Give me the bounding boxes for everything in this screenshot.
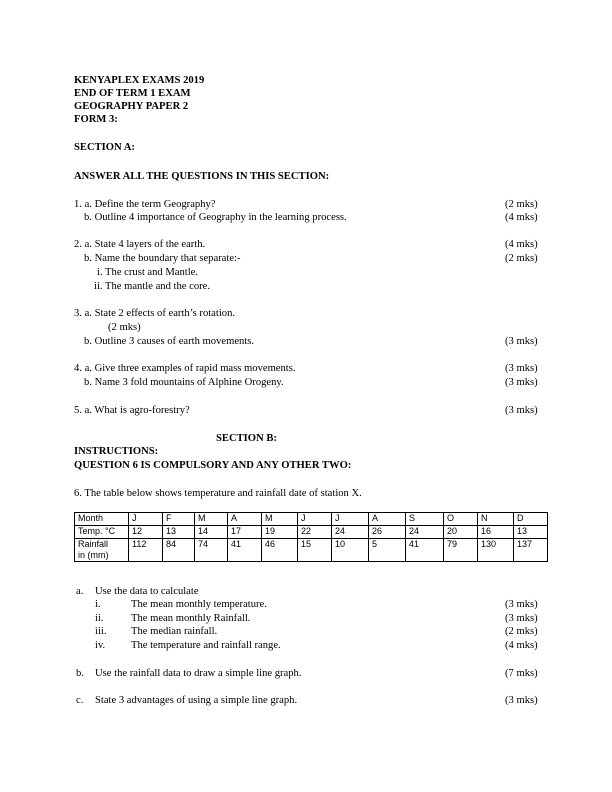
- month-cell: J: [298, 513, 332, 526]
- rain-header-cell: [75, 539, 129, 562]
- q6a-i-text: The mean monthly temperature.: [131, 599, 267, 610]
- question-4b: b. Name 3 fold mountains of Alphine Orogeny.: [84, 377, 284, 388]
- question-6-intro: 6. The table below shows temperature and rainfall date of station X.: [74, 488, 362, 499]
- question-1b: b. Outline 4 importance of Geography in the learning process.: [84, 212, 347, 223]
- temp-cell: 13: [163, 526, 195, 539]
- question-2b: b. Name the boundary that separate:-: [84, 253, 241, 264]
- question-4a: 4. a. Give three examples of rapid mass movements.: [74, 363, 296, 374]
- q6a-i-marks: (3 mks): [505, 599, 538, 610]
- q6c-number: c.: [76, 695, 84, 706]
- question-4a-marks: (3 mks): [505, 363, 538, 374]
- question-1a: 1. a. Define the term Geography?: [74, 199, 216, 210]
- climate-data-table: [74, 512, 548, 562]
- question-2a: 2. a. State 4 layers of the earth.: [74, 239, 206, 250]
- exam-header-line3: GEOGRAPHY PAPER 2: [74, 101, 189, 112]
- section-b-instructions-label: INSTRUCTIONS:: [74, 446, 159, 457]
- q6b-marks: (7 mks): [505, 668, 538, 679]
- question-2a-marks: (4 mks): [505, 239, 538, 250]
- q6a-iii-marks: (2 mks): [505, 626, 538, 637]
- rain-cell: 15: [298, 539, 332, 562]
- rain-cell: 84: [163, 539, 195, 562]
- q6a-text: Use the data to calculate: [95, 586, 199, 597]
- month-cell: F: [163, 513, 195, 526]
- temp-cell: 24: [332, 526, 369, 539]
- q6b-number: b.: [76, 668, 84, 679]
- q6a-i-number: i.: [95, 599, 101, 610]
- month-cell: A: [369, 513, 406, 526]
- rain-header-line1: Rainfall: [78, 539, 109, 549]
- rain-cell: 10: [332, 539, 369, 562]
- table-row-rainfall: [75, 539, 548, 562]
- table-row-months: [75, 513, 548, 526]
- rain-cell: 137: [514, 539, 548, 562]
- temp-cell: 19: [262, 526, 298, 539]
- month-cell: O: [444, 513, 478, 526]
- question-3a-marks: (2 mks): [108, 322, 141, 333]
- month-header-cell: Month: [75, 513, 129, 526]
- rain-cell: 46: [262, 539, 298, 562]
- rain-cell: 130: [478, 539, 514, 562]
- question-3a: 3. a. State 2 effects of earth’s rotation.: [74, 308, 236, 319]
- q6a-ii-text: The mean monthly Rainfall.: [131, 613, 251, 624]
- temp-cell: 14: [195, 526, 228, 539]
- rain-header-line2: in (mm): [78, 550, 109, 560]
- q6a-iv-number: iv.: [95, 640, 106, 651]
- rain-cell: 5: [369, 539, 406, 562]
- month-cell: N: [478, 513, 514, 526]
- q6c-marks: (3 mks): [505, 695, 538, 706]
- month-cell: J: [129, 513, 163, 526]
- q6a-iii-text: The median rainfall.: [131, 626, 218, 637]
- temp-cell: 16: [478, 526, 514, 539]
- rain-cell: 112: [129, 539, 163, 562]
- temp-cell: 17: [228, 526, 262, 539]
- question-5a-marks: (3 mks): [505, 405, 538, 416]
- question-2b-ii: ii. The mantle and the core.: [94, 281, 210, 292]
- temp-cell: 13: [514, 526, 548, 539]
- temp-header-cell: Temp. °C: [75, 526, 129, 539]
- question-1a-marks: (2 mks): [505, 199, 538, 210]
- exam-header-line1: KENYAPLEX EXAMS 2019: [74, 75, 205, 86]
- question-2b-marks: (2 mks): [505, 253, 538, 264]
- month-cell: A: [228, 513, 262, 526]
- month-cell: M: [195, 513, 228, 526]
- q6a-ii-marks: (3 mks): [505, 613, 538, 624]
- question-5a: 5. a. What is agro-forestry?: [74, 405, 190, 416]
- temp-cell: 20: [444, 526, 478, 539]
- rain-cell: 41: [406, 539, 444, 562]
- exam-header-line4: FORM 3:: [74, 114, 118, 125]
- table-row-temperature: [75, 526, 548, 539]
- rain-cell: 41: [228, 539, 262, 562]
- rain-cell: 74: [195, 539, 228, 562]
- q6a-iv-marks: (4 mks): [505, 640, 538, 651]
- q6c-text: State 3 advantages of using a simple line graph.: [95, 695, 298, 706]
- month-cell: S: [406, 513, 444, 526]
- temp-cell: 22: [298, 526, 332, 539]
- q6b-text: Use the rainfall data to draw a simple line graph.: [95, 668, 302, 679]
- section-b-instructions-text: QUESTION 6 IS COMPULSORY AND ANY OTHER TWO:: [74, 460, 352, 471]
- month-cell: J: [332, 513, 369, 526]
- question-1b-marks: (4 mks): [505, 212, 538, 223]
- temp-cell: 26: [369, 526, 406, 539]
- question-2b-i: i. The crust and Mantle.: [97, 267, 199, 278]
- exam-header-line2: END OF TERM 1 EXAM: [74, 88, 191, 99]
- q6a-ii-number: ii.: [95, 613, 104, 624]
- month-cell: D: [514, 513, 548, 526]
- section-a-instruction: ANSWER ALL THE QUESTIONS IN THIS SECTION:: [74, 171, 330, 182]
- question-3b-marks: (3 mks): [505, 336, 538, 347]
- question-3b: b. Outline 3 causes of earth movements.: [84, 336, 255, 347]
- q6a-iv-text: The temperature and rainfall range.: [131, 640, 281, 651]
- question-4b-marks: (3 mks): [505, 377, 538, 388]
- q6a-iii-number: iii.: [95, 626, 107, 637]
- section-a-title: SECTION A:: [74, 142, 135, 153]
- section-b-title: SECTION B:: [216, 433, 277, 444]
- temp-cell: 12: [129, 526, 163, 539]
- temp-cell: 24: [406, 526, 444, 539]
- rain-cell: 79: [444, 539, 478, 562]
- month-cell: M: [262, 513, 298, 526]
- q6a-number: a.: [76, 586, 84, 597]
